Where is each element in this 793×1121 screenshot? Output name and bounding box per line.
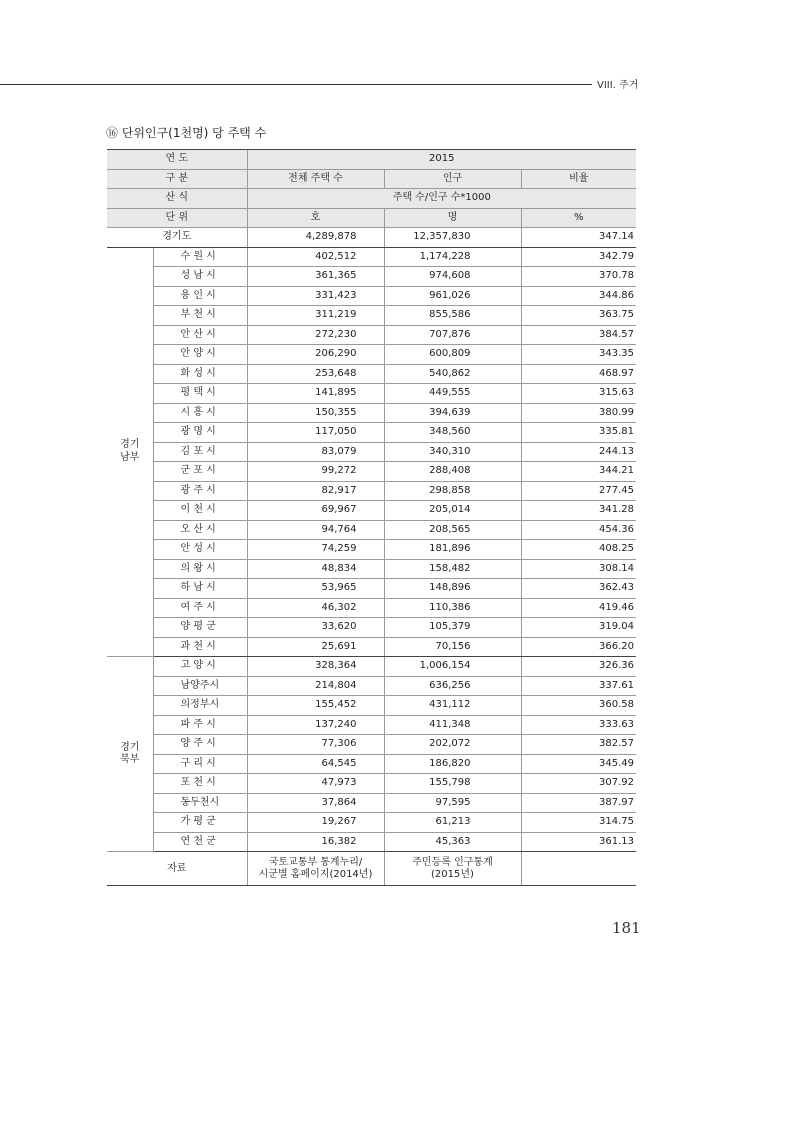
city-name: 양 평 군	[153, 618, 247, 638]
header-row-unit	[107, 208, 636, 228]
population-cell: 110,386	[384, 598, 521, 618]
ratio-cell: 308.14	[521, 559, 636, 579]
houses-cell: 361,365	[247, 267, 384, 287]
houses-cell: 16,382	[247, 832, 384, 852]
city-name: 용 인 시	[153, 286, 247, 306]
ratio-cell: 387.97	[521, 793, 636, 813]
ratio-cell: 315.63	[521, 384, 636, 404]
population-cell: 340,310	[384, 442, 521, 462]
population-cell: 961,026	[384, 286, 521, 306]
city-name: 파 주 시	[153, 715, 247, 735]
ratio-cell: 319.04	[521, 618, 636, 638]
houses-cell: 214,804	[247, 676, 384, 696]
ratio-cell: 307.92	[521, 774, 636, 794]
city-name: 김 포 시	[153, 442, 247, 462]
city-name: 오 산 시	[153, 520, 247, 540]
population-cell: 155,798	[384, 774, 521, 794]
population-cell: 1,174,228	[384, 247, 521, 267]
houses-cell: 37,864	[247, 793, 384, 813]
houses-cell: 206,290	[247, 345, 384, 365]
table-row	[107, 676, 636, 696]
table-row	[107, 384, 636, 404]
houses-cell: 328,364	[247, 657, 384, 677]
table-row	[107, 481, 636, 501]
header-row-formula	[107, 189, 636, 209]
population-cell: 288,408	[384, 462, 521, 482]
category-ratio: 비율	[521, 169, 636, 189]
north-group-label: 경기 북부	[107, 657, 153, 852]
houses-cell: 117,050	[247, 423, 384, 443]
year-label: 연 도	[107, 150, 247, 170]
population-cell: 181,896	[384, 540, 521, 560]
unit-ratio: %	[521, 208, 636, 228]
houses-cell: 82,917	[247, 481, 384, 501]
city-name: 안 산 시	[153, 325, 247, 345]
table-row	[107, 579, 636, 599]
header-row-category	[107, 169, 636, 189]
table-row	[107, 286, 636, 306]
population-cell: 1,006,154	[384, 657, 521, 677]
year-value: 2015	[247, 150, 636, 170]
section-header: VIII. 주거	[597, 80, 639, 91]
table-row	[107, 793, 636, 813]
table-row	[107, 247, 636, 267]
ratio-cell: 419.46	[521, 598, 636, 618]
housing-per-population-table	[107, 149, 636, 886]
houses-cell: 141,895	[247, 384, 384, 404]
ratio-cell: 363.75	[521, 306, 636, 326]
population-cell: 974,608	[384, 267, 521, 287]
population-cell: 148,896	[384, 579, 521, 599]
table-row	[107, 696, 636, 716]
ratio-cell: 454.36	[521, 520, 636, 540]
category-population: 인구	[384, 169, 521, 189]
houses-cell: 48,834	[247, 559, 384, 579]
houses-cell: 64,545	[247, 754, 384, 774]
ratio-cell: 341.28	[521, 501, 636, 521]
ratio-cell: 344.86	[521, 286, 636, 306]
city-name: 의 왕 시	[153, 559, 247, 579]
population-cell: 707,876	[384, 325, 521, 345]
table-row	[107, 618, 636, 638]
formula-value: 주택 수/인구 수*1000	[247, 189, 636, 209]
page-number: 181	[612, 919, 641, 937]
ratio-cell: 362.43	[521, 579, 636, 599]
city-name: 남양주시	[153, 676, 247, 696]
ratio-cell: 342.79	[521, 247, 636, 267]
city-name: 군 포 시	[153, 462, 247, 482]
city-name: 가 평 군	[153, 813, 247, 833]
table-row	[107, 559, 636, 579]
ratio-cell: 335.81	[521, 423, 636, 443]
table-row	[107, 423, 636, 443]
table-row	[107, 501, 636, 521]
houses-cell: 53,965	[247, 579, 384, 599]
city-name: 과 천 시	[153, 637, 247, 657]
ratio-cell: 326.36	[521, 657, 636, 677]
houses-cell: 33,620	[247, 618, 384, 638]
ratio-cell: 343.35	[521, 345, 636, 365]
city-name: 평 택 시	[153, 384, 247, 404]
ratio-cell: 380.99	[521, 403, 636, 423]
houses-cell: 83,079	[247, 442, 384, 462]
population-cell: 202,072	[384, 735, 521, 755]
houses-cell: 272,230	[247, 325, 384, 345]
houses-cell: 77,306	[247, 735, 384, 755]
ratio-cell: 370.78	[521, 267, 636, 287]
total-houses: 4,289,878	[247, 228, 384, 248]
population-cell: 105,379	[384, 618, 521, 638]
city-name: 의정부시	[153, 696, 247, 716]
population-cell: 298,858	[384, 481, 521, 501]
houses-cell: 402,512	[247, 247, 384, 267]
ratio-cell: 382.57	[521, 735, 636, 755]
houses-cell: 94,764	[247, 520, 384, 540]
city-name: 여 주 시	[153, 598, 247, 618]
table-row	[107, 462, 636, 482]
population-cell: 61,213	[384, 813, 521, 833]
city-name: 화 성 시	[153, 364, 247, 384]
houses-cell: 137,240	[247, 715, 384, 735]
table-row	[107, 267, 636, 287]
table-row	[107, 735, 636, 755]
table-row	[107, 540, 636, 560]
table-title: ⑯ 단위인구(1천명) 당 주택 수	[106, 126, 267, 140]
ratio-cell: 468.97	[521, 364, 636, 384]
houses-cell: 46,302	[247, 598, 384, 618]
unit-houses: 호	[247, 208, 384, 228]
table-row	[107, 657, 636, 677]
table-row	[107, 403, 636, 423]
ratio-cell: 277.45	[521, 481, 636, 501]
source-population: 주민등록 인구통계 (2015년)	[384, 852, 521, 886]
table-row	[107, 813, 636, 833]
ratio-cell: 333.63	[521, 715, 636, 735]
table-row	[107, 637, 636, 657]
houses-cell: 25,691	[247, 637, 384, 657]
houses-cell: 253,648	[247, 364, 384, 384]
population-cell: 449,555	[384, 384, 521, 404]
population-cell: 45,363	[384, 832, 521, 852]
total-label: 경기도	[107, 228, 247, 248]
houses-cell: 19,267	[247, 813, 384, 833]
population-cell: 540,862	[384, 364, 521, 384]
population-cell: 158,482	[384, 559, 521, 579]
category-houses: 전체 주택 수	[247, 169, 384, 189]
population-cell: 208,565	[384, 520, 521, 540]
table-row	[107, 306, 636, 326]
houses-cell: 331,423	[247, 286, 384, 306]
table-row	[107, 520, 636, 540]
table-row	[107, 832, 636, 852]
population-cell: 636,256	[384, 676, 521, 696]
total-population: 12,357,830	[384, 228, 521, 248]
city-name: 수 원 시	[153, 247, 247, 267]
table-row	[107, 754, 636, 774]
city-name: 안 양 시	[153, 345, 247, 365]
category-label: 구 분	[107, 169, 247, 189]
city-name: 하 남 시	[153, 579, 247, 599]
city-name: 연 천 군	[153, 832, 247, 852]
population-cell: 394,639	[384, 403, 521, 423]
table-row	[107, 345, 636, 365]
city-name: 부 천 시	[153, 306, 247, 326]
ratio-cell: 244.13	[521, 442, 636, 462]
source-label: 자료	[107, 852, 247, 886]
table-row	[107, 715, 636, 735]
population-cell: 186,820	[384, 754, 521, 774]
source-houses: 국토교통부 통계누리/ 시군별 홈페이지(2014년)	[247, 852, 384, 886]
population-cell: 855,586	[384, 306, 521, 326]
houses-cell: 99,272	[247, 462, 384, 482]
table-row	[107, 325, 636, 345]
source-row	[107, 852, 636, 886]
population-cell: 411,348	[384, 715, 521, 735]
city-name: 광 명 시	[153, 423, 247, 443]
city-name: 동두천시	[153, 793, 247, 813]
total-ratio: 347.14	[521, 228, 636, 248]
city-name: 구 리 시	[153, 754, 247, 774]
ratio-cell: 345.49	[521, 754, 636, 774]
ratio-cell: 384.57	[521, 325, 636, 345]
header-row-year	[107, 150, 636, 170]
city-name: 광 주 시	[153, 481, 247, 501]
table-row	[107, 364, 636, 384]
ratio-cell: 314.75	[521, 813, 636, 833]
houses-cell: 150,355	[247, 403, 384, 423]
city-name: 안 성 시	[153, 540, 247, 560]
houses-cell: 74,259	[247, 540, 384, 560]
total-row	[107, 228, 636, 248]
table-row	[107, 442, 636, 462]
header-rule	[0, 84, 592, 85]
population-cell: 97,595	[384, 793, 521, 813]
south-group-label: 경기 남부	[107, 247, 153, 657]
formula-label: 산 식	[107, 189, 247, 209]
houses-cell: 69,967	[247, 501, 384, 521]
city-name: 이 천 시	[153, 501, 247, 521]
table-row	[107, 598, 636, 618]
population-cell: 70,156	[384, 637, 521, 657]
city-name: 고 양 시	[153, 657, 247, 677]
source-ratio	[521, 852, 636, 886]
houses-cell: 47,973	[247, 774, 384, 794]
city-name: 양 주 시	[153, 735, 247, 755]
city-name: 시 흥 시	[153, 403, 247, 423]
houses-cell: 311,219	[247, 306, 384, 326]
city-name: 성 남 시	[153, 267, 247, 287]
ratio-cell: 408.25	[521, 540, 636, 560]
population-cell: 348,560	[384, 423, 521, 443]
city-name: 포 천 시	[153, 774, 247, 794]
ratio-cell: 360.58	[521, 696, 636, 716]
ratio-cell: 344.21	[521, 462, 636, 482]
ratio-cell: 361.13	[521, 832, 636, 852]
unit-population: 명	[384, 208, 521, 228]
population-cell: 431,112	[384, 696, 521, 716]
houses-cell: 155,452	[247, 696, 384, 716]
population-cell: 600,809	[384, 345, 521, 365]
unit-label: 단 위	[107, 208, 247, 228]
ratio-cell: 337.61	[521, 676, 636, 696]
ratio-cell: 366.20	[521, 637, 636, 657]
population-cell: 205,014	[384, 501, 521, 521]
table-row	[107, 774, 636, 794]
